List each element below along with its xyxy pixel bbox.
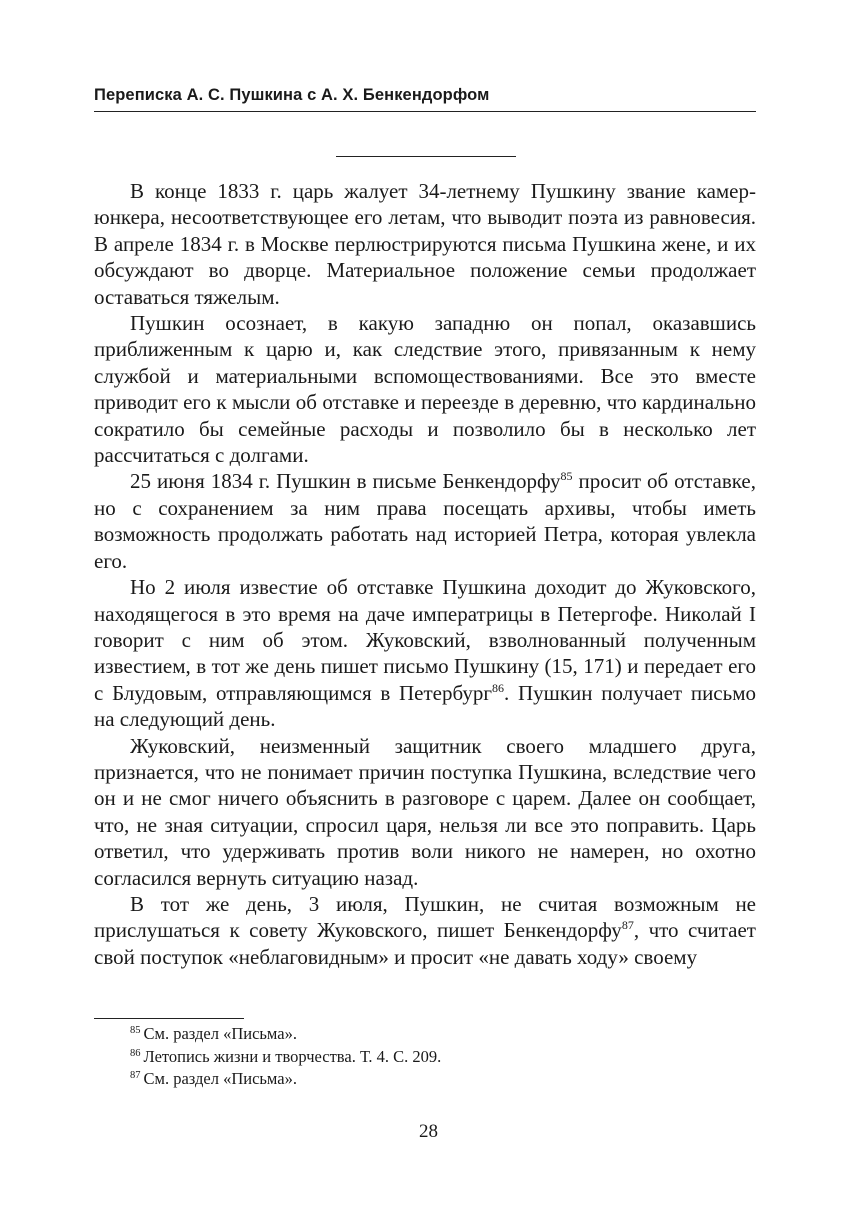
footnote-text: См. раздел «Письма». <box>143 1069 297 1088</box>
footnote-86 <box>130 1046 750 1069</box>
paragraph-text: просит об отставке, но с сохранением за ним права посещать архивы, чтобы иметь возможность продолжать работать над историей Петра, которая увлекла его. <box>94 469 756 573</box>
footnote-number: 85 <box>130 1025 141 1036</box>
footnote-number: 86 <box>130 1047 141 1059</box>
paragraph-5 <box>94 733 756 891</box>
paragraph-1 <box>94 178 756 310</box>
paragraph-text: , что считает свой поступок «неблаговидным» и просит «не давать ходу» своему <box>94 918 756 969</box>
paragraph-4 <box>94 574 756 732</box>
paragraph-6 <box>94 891 756 970</box>
paragraph-text: 25 июня 1834 г. Пушкин в письме Бенкендорфу <box>130 469 561 494</box>
footnote-ref-85[interactable]: 85 <box>560 469 573 484</box>
footnote-divider <box>94 1018 244 1019</box>
footnote-text: См. раздел «Письма». <box>143 1024 297 1043</box>
page-number: 28 <box>419 1121 438 1142</box>
footnote-ref-86[interactable]: 86 <box>492 680 504 695</box>
footnote-85 <box>130 1023 750 1046</box>
section-divider <box>336 156 516 157</box>
running-header: Переписка А. С. Пушкина с А. Х. Бенкендорфом <box>94 86 756 112</box>
paragraph-text: В тот же день, 3 июля, Пушкин, не считая возможным не прислушаться к совету Жуковского, пишет Бенкендорфу <box>94 891 756 943</box>
paragraph-text: Жуковский, неизменный защитник своего младшего друга, признается, что не понимает причин поступка Пушкина, вследствие чего он и не смог ничего объяснить в разговоре с царем. Далее он сообщает, что, не зная ситуации, спросил царя, нельзя ли все это поправить. Царь ответил, что удерживать против воли никого не намерен, но охотно согласился вернуть ситуацию назад. <box>94 733 756 890</box>
footnotes <box>130 1023 750 1091</box>
paragraph-text: . Пушкин получает письмо на следующий день. <box>94 680 756 732</box>
paragraph-text: Но 2 июля известие об отставке Пушкина доходит до Жуковского, находящегося в это время на даче императрицы в Петергофе. Николай I говорит с ним об этом. Жуковский, взволнованный полученным известием, в тот же день пишет письмо Пушкину (15, 171) и передает его с Блудовым, отправляющимся в Петербург <box>94 575 756 705</box>
footnote-ref-87[interactable]: 87 <box>621 918 634 933</box>
footnote-87 <box>130 1068 750 1091</box>
body-text <box>94 178 756 970</box>
paragraph-text: Пушкин осознает, в какую западню он попал, оказавшись приближенным к царю и, как следствие этого, привязанным к нему службой и материальными вспомоществованиями. Все это вместе приводит его к мысли об отставке и переезде в деревню, что кардинально сократило бы семейные расходы и позволило бы в несколько лет рассчитаться с долгами. <box>94 311 756 468</box>
footnote-text: Летопись жизни и творчества. Т. 4. С. 209. <box>143 1046 442 1066</box>
paragraph-2 <box>94 310 756 468</box>
paragraph-3 <box>94 468 756 574</box>
footnote-number: 87 <box>130 1070 141 1081</box>
paragraph-text: В конце 1833 г. царь жалует 34-летнему Пушкину звание камер-юнкера, несоответствующее его летам, что выводит поэта из равновесия. В апреле 1834 г. в Москве перлюстрируются письма Пушкина жене, и их обсуждают во дворце. Материальное положение семьи продолжает оставаться тяжелым. <box>94 179 756 309</box>
